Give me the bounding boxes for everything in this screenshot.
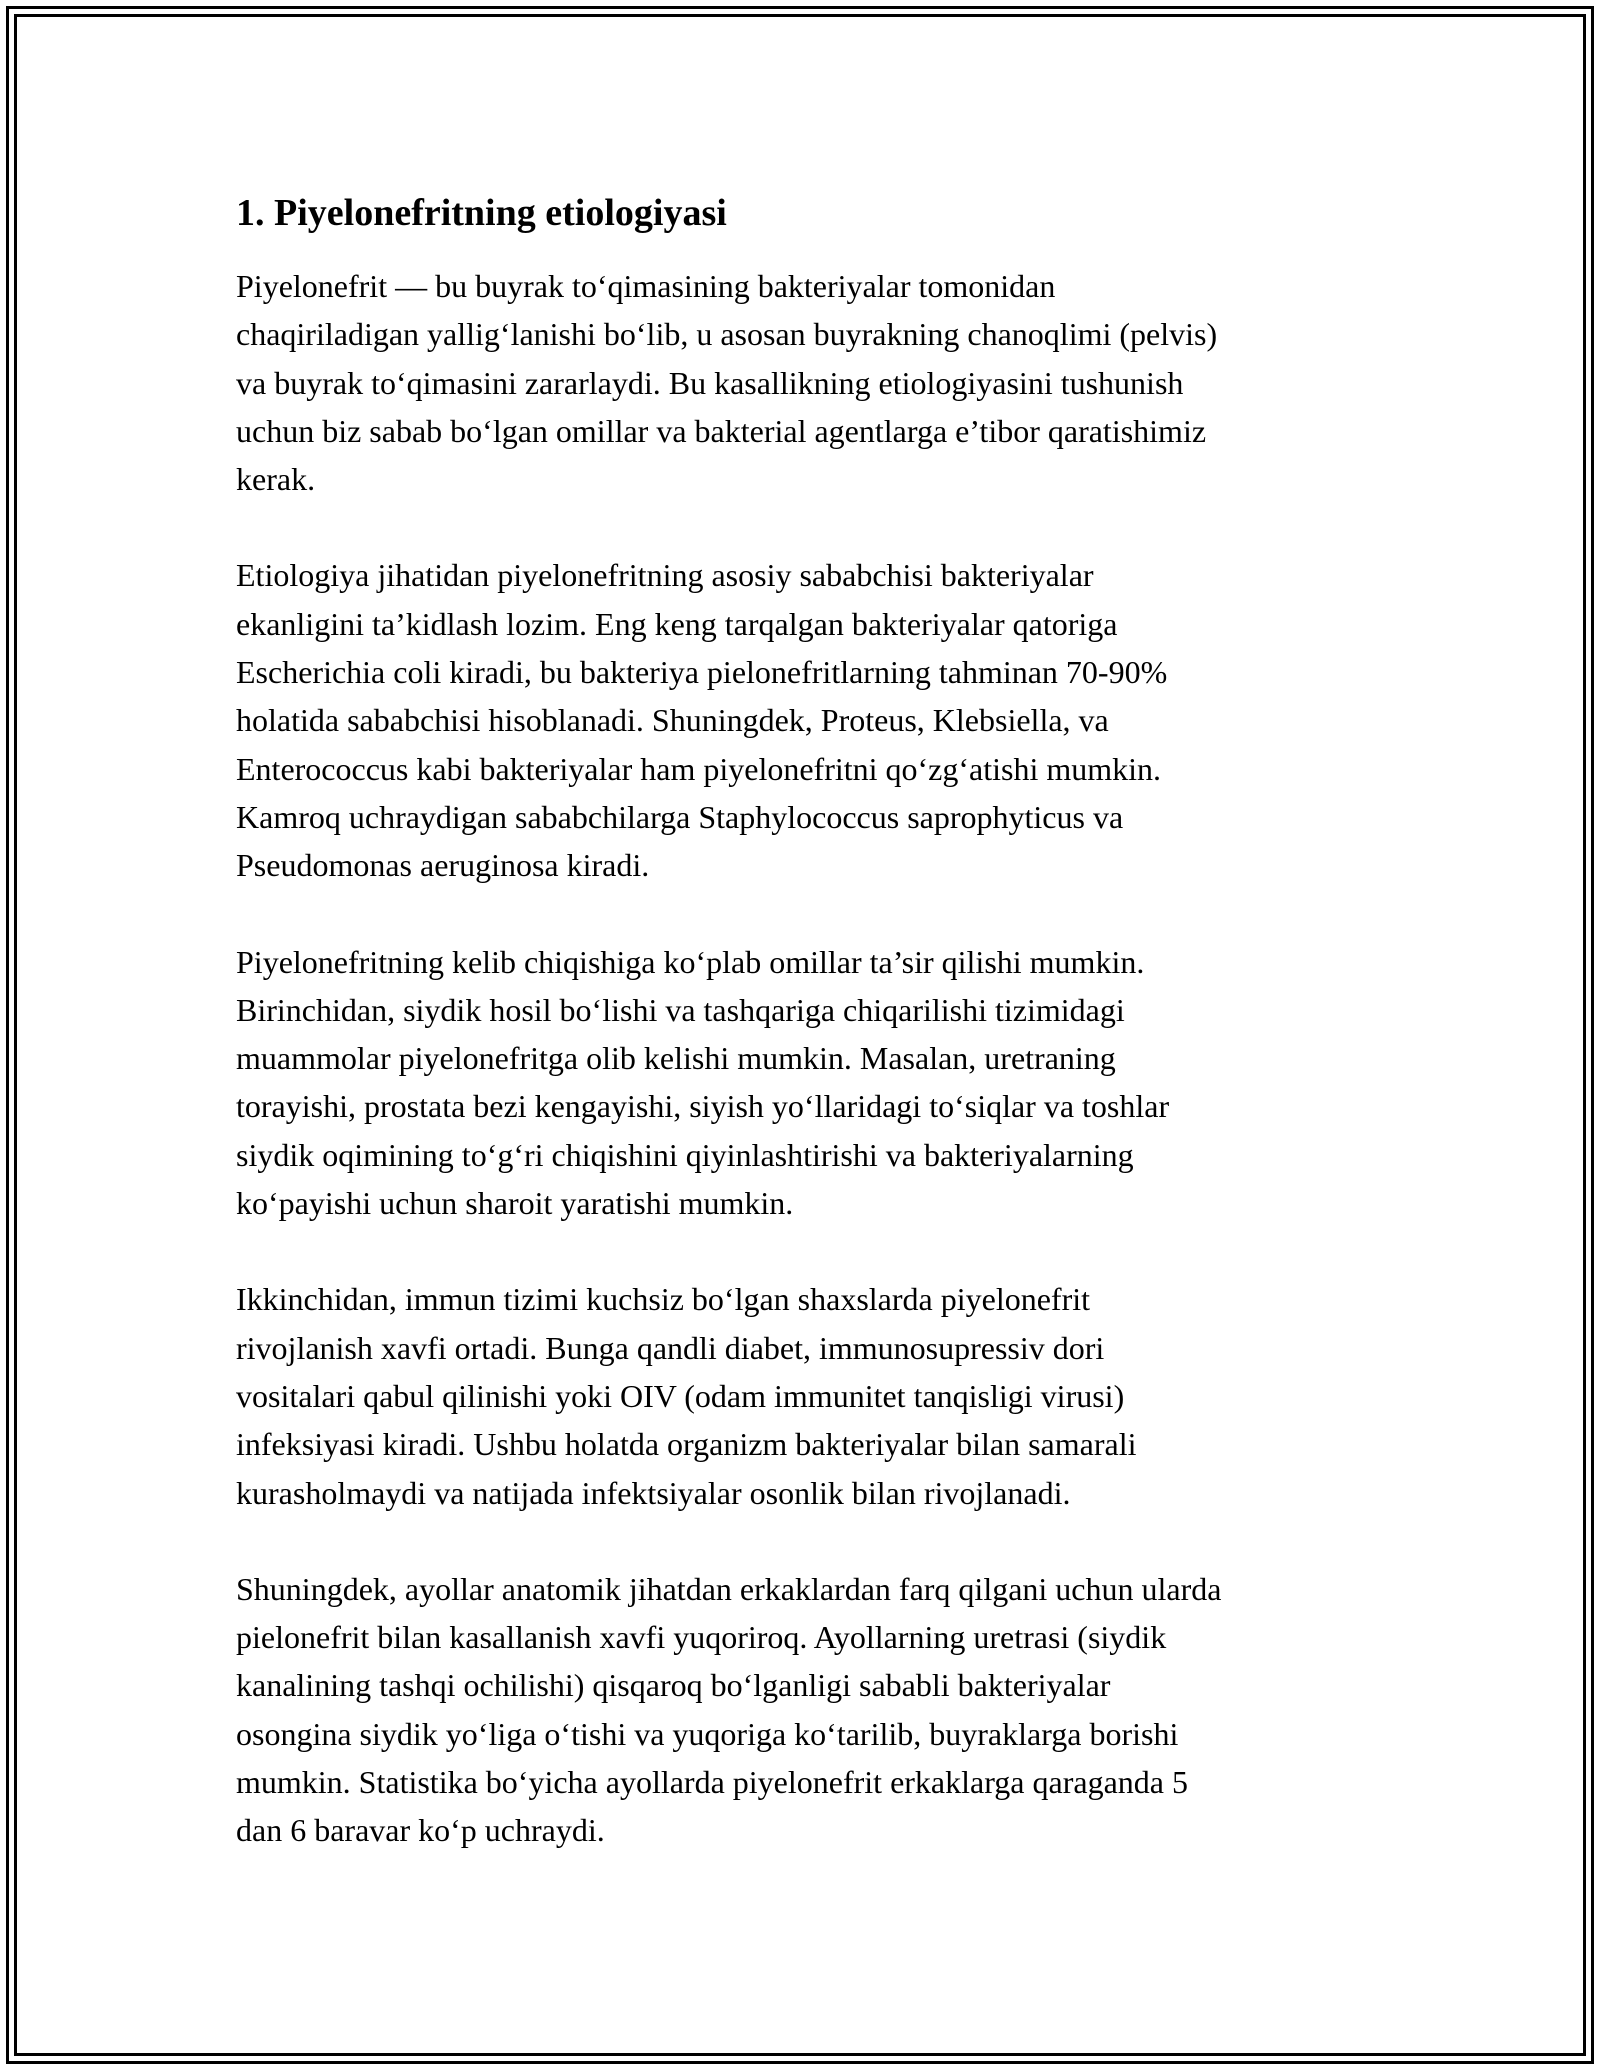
paragraph-bacteria: Etiologiya jihatidan piyelonefritning asosiy sababchisi bakteriyalar ekanligini ta’kidlash lozim. Eng keng tarqalgan bakteriyalar qatoriga Escherichia coli kiradi, bu bakteriya pielonefritlarning tahminan 70-90% holatida sababchisi hisoblanadi. Shuningdek, Proteus, Klebsiella, va Enterococcus kabi bakteriyalar ham piyelonefritni qo‘zg‘atishi mumkin. Kamroq uchraydigan sababchilarga Staphylococcus saprophyticus va Pseudomonas aeruginosa kiradi. [236, 557, 1168, 884]
paragraph-immune: Ikkinchidan, immun tizimi kuchsiz bo‘lgan shaxslarda piyelonefrit rivojlanish xavfi ortadi. Bunga qandli diabet, immunosupressiv dori vositalari qabul qilinishi yoki OIV (odam immunitet tanqisligi virusi) infeksiyasi kiradi. Ushbu holatda organizm bakteriyalar bilan samarali kurasholmaydi va natijada infektsiyalar osonlik bilan rivojlanadi. [236, 1281, 1137, 1511]
paragraph-definition: Piyelonefrit — bu buyrak to‘qimasining bakteriyalar tomonidan chaqiriladigan yallig‘lanishi bo‘lib, u asosan buyrakning chanoqlimi (pelvis) va buyrak to‘qimasini zararlaydi. Bu kasallikning etiologiyasini tushunish uchun biz sabab bo‘lgan omillar va bakterial agentlarga e’tibor qaratishimiz kerak. [236, 268, 1218, 498]
paragraph-risk-factors: Piyelonefritning kelib chiqishiga ko‘plab omillar ta’sir qilishi mumkin. Birinchidan, siydik hosil bo‘lishi va tashqariga chiqarilishi tizimidagi muammolar piyelonefritga olib kelishi mumkin. Masalan, uretraning torayishi, prostata bezi kengayishi, siyish yo‘llaridagi to‘siqlar va toshlar siydik oqimining to‘g‘ri chiqishini qiyinlashtirishi va bakteriyalarning ko‘payishi uchun sharoit yaratishi mumkin. [236, 943, 1170, 1222]
document-body [236, 186, 1376, 1903]
section-heading: 1. Piyelonefritning etiologiyasi [236, 192, 727, 234]
paragraph-anatomy: Shuningdek, ayollar anatomik jihatdan erkaklardan farq qilgani uchun ularda pielonefrit bilan kasallanish xavfi yuqoriroq. Ayollarning uretrasi (siydik kanalining tashqi ochilishi) qisqaroq bo‘lganligi sababli bakteriyalar osongina siydik yo‘liga o‘tishi va yuqoriga ko‘tarilib, buyraklarga borishi mumkin. Statistika bo‘yicha ayollarda piyelonefrit erkaklarga qaraganda 5 dan 6 baravar ko‘p uchraydi. [236, 1570, 1222, 1849]
